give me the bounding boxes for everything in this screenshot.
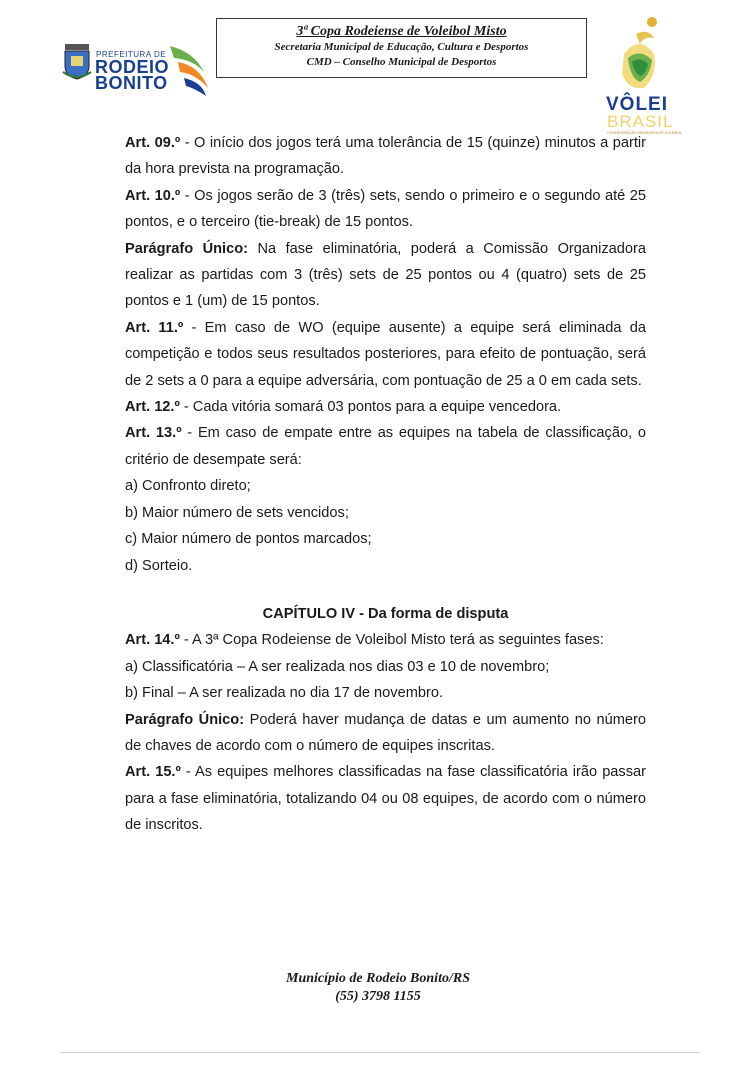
paragraph-unico-1 — [125, 236, 646, 315]
paragraph-text: Poderá haver mudança de datas e um aumento no número de chaves de acordo com o número de equipes inscritas. — [125, 711, 646, 754]
article-label: Art. 11.º — [125, 319, 184, 336]
article-11 — [125, 315, 646, 394]
article-label: Art. 13.º — [125, 425, 182, 442]
article-text: - A 3ª Copa Rodeiense de Voleibol Misto terá as seguintes fases: — [179, 632, 604, 649]
paragraph-label: Parágrafo Único: — [125, 240, 248, 257]
prefeitura-label: PREFEITURA DE — [96, 50, 167, 59]
document-header — [216, 18, 587, 78]
article-label: Art. 10.º — [125, 187, 181, 204]
article-14 — [125, 627, 646, 653]
volei-wordmark: VÔLEI — [606, 94, 669, 115]
volleyball-player-icon — [614, 14, 664, 94]
list-item: a) Classificatória – A ser realizada nos dias 03 e 10 de novembro; — [125, 658, 550, 675]
municipality-name-line2: BONITO — [95, 73, 168, 93]
article-15 — [125, 759, 646, 838]
article-label: Art. 12.º — [125, 399, 180, 416]
article-13 — [125, 420, 646, 473]
document-title: 3ª Copa Rodeiense de Voleibol Misto — [296, 24, 507, 39]
footer-municipality: Município de Rodeio Bonito/RS — [286, 971, 470, 986]
article-12 — [125, 394, 646, 420]
article-text: - O início dos jogos terá uma tolerância de 15 (quinze) minutos a partir da hora prevista na programação. — [125, 135, 646, 178]
cbv-caption: CONFEDERAÇÃO BRASILEIRA DE VOLEIBOL — [607, 131, 683, 135]
paragraph-text: Na fase eliminatória, poderá a Comissão Organizadora realizar as partidas com 3 (três) sets de 25 pontos ou 4 (quatro) sets de 25 pontos e 1 (um) de 15 pontos. — [125, 240, 646, 310]
council-line: CMD – Conselho Municipal de Desportos — [306, 56, 497, 68]
article-09 — [125, 130, 646, 183]
secretariat-line: Secretaria Municipal de Educação, Cultura e Desportos — [274, 41, 529, 53]
document-body — [125, 130, 646, 839]
article-10 — [125, 183, 646, 236]
brasil-wordmark: BRASIL — [607, 112, 674, 131]
list-item: d) Sorteio. — [125, 557, 193, 574]
list-item: b) Final – A ser realizada no dia 17 de novembro. — [125, 685, 444, 702]
article-text: - As equipes melhores classificadas na fase classificatória irão passar para a fase eliminatória, totalizando 04 ou 08 equipes, de acordo com o número de inscritos. — [125, 764, 646, 834]
swoosh-icon — [164, 42, 212, 98]
municipality-name-line1: RODEIO — [95, 57, 170, 77]
paragraph-unico-2 — [125, 707, 646, 760]
footer-phone: (55) 3798 1155 — [335, 989, 421, 1004]
page-edge-divider — [60, 1052, 700, 1053]
article-text: - Em caso de WO (equipe ausente) a equipe será eliminada da competição e todos seus resultados posteriores, para efeito de pontuação, será de 2 sets a 0 para a equipe adversária, com pontuação de 25 a 0 em cada sets. — [125, 319, 646, 389]
paragraph-label: Parágrafo Único: — [125, 711, 245, 728]
coat-of-arms-icon — [62, 44, 92, 80]
list-item: c) Maior número de pontos marcados; — [125, 531, 372, 548]
municipality-logo — [62, 40, 212, 100]
article-label: Art. 09.º — [125, 135, 181, 151]
article-text: - Cada vitória somará 03 pontos para a equipe vencedora. — [179, 399, 562, 416]
article-text: - Em caso de empate entre as equipes na tabela de classificação, o critério de desempate será: — [125, 425, 646, 468]
article-label: Art. 14.º — [125, 632, 180, 649]
document-footer — [0, 970, 756, 1006]
article-label: Art. 15.º — [125, 764, 181, 781]
list-item: a) Confronto direto; — [125, 478, 251, 495]
volei-brasil-logo — [600, 14, 690, 138]
article-text: - Os jogos serão de 3 (três) sets, sendo o primeiro e o segundo até 25 pontos, e o terceiro (tie-break) de 15 pontos. — [125, 187, 647, 231]
chapter-heading: CAPÍTULO IV - Da forma de disputa — [262, 605, 509, 622]
list-item: b) Maior número de sets vencidos; — [125, 504, 349, 521]
